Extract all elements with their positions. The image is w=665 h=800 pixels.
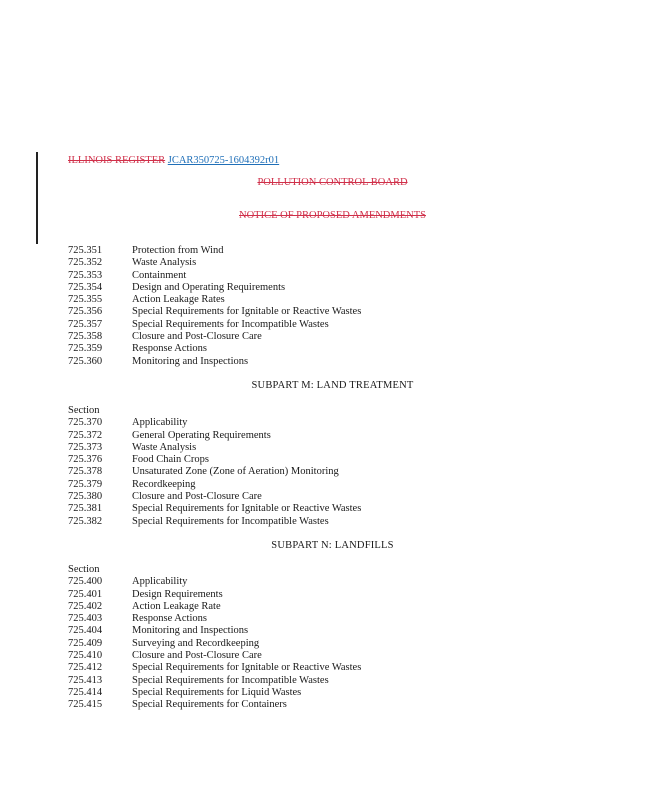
register-inserted-text: JCAR350725-1604392r01 — [167, 155, 280, 166]
section-row — [68, 442, 588, 454]
section-row — [68, 479, 588, 491]
section-number: 725.404 — [68, 625, 103, 637]
section-number: 725.378 — [68, 466, 103, 478]
section-title: Recordkeeping — [132, 478, 196, 490]
section-number: 725.357 — [68, 318, 103, 330]
section-title: Applicability — [132, 417, 188, 429]
section-row — [68, 417, 588, 429]
section-number: 725.356 — [68, 306, 103, 318]
section-number: 725.401 — [68, 588, 103, 600]
section-title: Waste Analysis — [132, 441, 197, 453]
section-title: Response Actions — [132, 613, 207, 625]
section-number: 725.413 — [68, 674, 103, 686]
section-row — [68, 331, 588, 343]
register-header — [68, 155, 279, 166]
section-title: Monitoring and Inspections — [132, 625, 249, 637]
section-list-subpart-l — [68, 245, 588, 368]
section-row — [68, 491, 588, 503]
section-number: 725.381 — [68, 503, 103, 515]
section-title: Applicability — [132, 576, 188, 588]
section-title: Action Leakage Rates — [132, 294, 225, 306]
section-title: Closure and Post-Closure Care — [132, 650, 262, 662]
section-title: General Operating Requirements — [132, 429, 271, 441]
section-title: Surveying and Recordkeeping — [132, 637, 260, 649]
section-number: 725.358 — [68, 331, 103, 343]
section-list-subpart-n — [68, 564, 588, 712]
section-column-label: Section — [68, 564, 100, 575]
section-number: 725.353 — [68, 269, 103, 281]
section-number: 725.360 — [68, 355, 103, 367]
section-row — [68, 638, 588, 650]
section-title: Design Requirements — [132, 588, 223, 600]
section-title: Action Leakage Rate — [132, 600, 221, 612]
section-title: Waste Analysis — [132, 257, 197, 269]
section-row — [68, 625, 588, 637]
section-row — [68, 245, 588, 257]
section-number: 725.372 — [68, 429, 103, 441]
section-title: Special Requirements for Containers — [132, 699, 287, 711]
section-number: 725.351 — [68, 245, 103, 256]
section-row — [68, 516, 588, 528]
subpart-m-heading: SUBPART M: LAND TREATMENT — [251, 380, 414, 391]
section-title: Protection from Wind — [132, 245, 224, 256]
section-title: Closure and Post-Closure Care — [132, 331, 262, 343]
section-title: Special Requirements for Incompatible Wastes — [132, 515, 329, 527]
section-row — [68, 601, 588, 613]
section-row — [68, 699, 588, 711]
section-row — [68, 270, 588, 282]
section-title: Monitoring and Inspections — [132, 355, 249, 367]
section-title: Special Requirements for Liquid Wastes — [132, 686, 302, 698]
section-number: 725.403 — [68, 613, 103, 625]
board-heading — [0, 177, 665, 188]
section-row — [68, 343, 588, 355]
section-number: 725.400 — [68, 576, 103, 588]
section-row — [68, 687, 588, 699]
section-row — [68, 356, 588, 368]
section-title: Closure and Post-Closure Care — [132, 491, 262, 503]
section-number: 725.354 — [68, 281, 103, 293]
section-number: 725.414 — [68, 686, 103, 698]
section-number: 725.402 — [68, 600, 103, 612]
section-number: 725.379 — [68, 478, 103, 490]
section-number: 725.380 — [68, 491, 103, 503]
notice-heading-text: NOTICE OF PROPOSED AMENDMENTS — [239, 210, 426, 221]
section-row — [68, 576, 588, 588]
section-row — [68, 466, 588, 478]
section-row — [68, 675, 588, 687]
section-title: Response Actions — [132, 343, 207, 355]
section-number: 725.415 — [68, 699, 103, 711]
section-number: 725.412 — [68, 662, 103, 674]
change-bar — [36, 152, 38, 244]
section-row — [68, 282, 588, 294]
section-row — [68, 454, 588, 466]
section-column-label: Section — [68, 405, 100, 416]
section-title: Special Requirements for Ignitable or Reactive Wastes — [132, 503, 362, 515]
section-row — [68, 294, 588, 306]
section-title: Special Requirements for Incompatible Wastes — [132, 674, 329, 686]
section-row — [68, 319, 588, 331]
section-number: 725.376 — [68, 454, 103, 466]
notice-heading — [0, 210, 665, 221]
section-row — [68, 662, 588, 674]
section-row — [68, 306, 588, 318]
section-row — [68, 613, 588, 625]
section-title: Design and Operating Requirements — [132, 281, 286, 293]
section-row — [68, 650, 588, 662]
section-title: Unsaturated Zone (Zone of Aeration) Monitoring — [132, 466, 339, 478]
section-list-subpart-m — [68, 405, 588, 528]
section-row — [68, 257, 588, 269]
section-number: 725.373 — [68, 441, 103, 453]
section-row — [68, 589, 588, 601]
section-number: 725.370 — [68, 417, 103, 429]
section-row — [68, 430, 588, 442]
section-row — [68, 503, 588, 515]
section-number: 725.409 — [68, 637, 103, 649]
section-number: 725.410 — [68, 650, 103, 662]
section-title: Food Chain Crops — [132, 454, 210, 466]
section-number: 725.352 — [68, 257, 103, 269]
board-heading-text: POLLUTION CONTROL BOARD — [257, 177, 408, 188]
section-number: 725.359 — [68, 343, 103, 355]
section-title: Special Requirements for Ignitable or Reactive Wastes — [132, 662, 362, 674]
register-deleted-text: ILLINOIS REGISTER — [68, 155, 166, 166]
section-number: 725.355 — [68, 294, 103, 306]
section-number: 725.382 — [68, 515, 103, 527]
section-title: Containment — [132, 269, 187, 281]
section-title: Special Requirements for Ignitable or Reactive Wastes — [132, 306, 362, 318]
section-title: Special Requirements for Incompatible Wastes — [132, 318, 329, 330]
subpart-n-heading: SUBPART N: LANDFILLS — [271, 540, 394, 551]
